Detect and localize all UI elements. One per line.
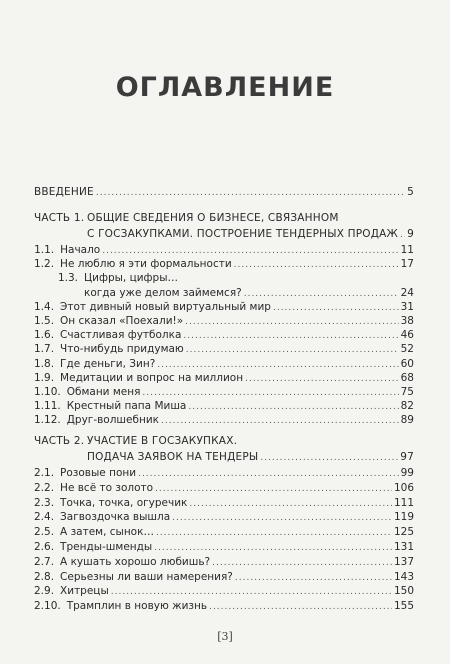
entry-page: 24 bbox=[400, 286, 414, 299]
entry-number: 2.9. bbox=[34, 585, 55, 598]
entry-title: Цифры, цифры… bbox=[84, 272, 178, 285]
toc-entry bbox=[34, 556, 414, 569]
entry-title: Он сказал «Поехали!» bbox=[60, 315, 184, 327]
toc-entry bbox=[34, 386, 414, 399]
entry-page: 155 bbox=[393, 600, 414, 613]
toc-entry bbox=[34, 343, 414, 356]
leader-dots bbox=[244, 288, 399, 301]
toc-entry-intro bbox=[34, 186, 414, 199]
toc-entry bbox=[34, 571, 414, 584]
entry-title: Загвоздочка вышла bbox=[60, 511, 171, 524]
entry-page: 131 bbox=[393, 541, 414, 553]
entry-page: 68 bbox=[400, 371, 414, 384]
leader-dots bbox=[138, 468, 399, 481]
entry-title: Трамплин в новую жизнь bbox=[66, 600, 208, 613]
entry-title: Розовые пони bbox=[60, 467, 137, 479]
page-title: ОГЛАВЛЕНИЕ bbox=[115, 72, 335, 103]
entry-number: 2.7. bbox=[34, 555, 55, 568]
leader-dots bbox=[183, 330, 398, 343]
entry-title: Начало bbox=[60, 244, 101, 256]
leader-dots bbox=[154, 542, 392, 555]
part-label: ЧАСТЬ 1. bbox=[34, 212, 85, 224]
leader-dots bbox=[161, 415, 399, 428]
toc-entry bbox=[34, 315, 414, 328]
leader-dots bbox=[156, 527, 392, 540]
part2-heading-line2 bbox=[87, 451, 414, 464]
entry-title: Хитрецы bbox=[60, 585, 109, 598]
entry-page: 82 bbox=[400, 400, 414, 413]
toc-entry bbox=[34, 497, 414, 510]
toc-entry bbox=[34, 329, 414, 342]
leader-dots bbox=[155, 483, 392, 496]
toc-entry bbox=[34, 511, 414, 524]
leader-dots bbox=[111, 586, 392, 599]
entry-title: Обмани меня bbox=[66, 386, 141, 398]
leader-dots bbox=[234, 259, 399, 272]
toc-entry bbox=[34, 414, 414, 427]
entry-number: 1.1. bbox=[34, 244, 55, 256]
part-title-line2: С ГОСЗАКУПКАМИ. ПОСТРОЕНИЕ ТЕНДЕРНЫХ ПРОДАЖ bbox=[87, 228, 399, 240]
entry-title: Крестный папа Миша bbox=[66, 400, 187, 413]
toc-entry bbox=[34, 244, 414, 257]
entry-page: 137 bbox=[393, 555, 414, 568]
leader-dots bbox=[209, 601, 392, 614]
entry-page: 60 bbox=[400, 357, 414, 370]
page-number: [3] bbox=[217, 630, 233, 643]
toc-entry bbox=[34, 600, 414, 613]
leader-dots bbox=[185, 316, 398, 329]
entry-number: 1.9. bbox=[34, 371, 55, 384]
toc-entry bbox=[34, 372, 414, 385]
part2-heading-line1 bbox=[34, 435, 414, 448]
part-label: ЧАСТЬ 2. bbox=[34, 435, 85, 447]
entry-title: Не люблю я эти формальности bbox=[60, 258, 232, 271]
entry-number: 2.5. bbox=[34, 526, 55, 539]
leader-dots bbox=[245, 373, 399, 386]
toc-entry bbox=[34, 467, 414, 480]
toc-entry bbox=[34, 358, 414, 371]
entry-page: 38 bbox=[400, 315, 414, 327]
leader-dots bbox=[188, 401, 398, 414]
entry-page: 125 bbox=[393, 526, 414, 539]
part1-heading-line2 bbox=[87, 228, 414, 241]
part-title-line1: ОБЩИЕ СВЕДЕНИЯ О БИЗНЕСЕ, СВЯЗАННОМ bbox=[87, 212, 339, 224]
toc-entry bbox=[34, 301, 414, 314]
entry-title: Медитации и вопрос на миллион bbox=[60, 371, 244, 384]
entry-number: 2.6. bbox=[34, 541, 55, 553]
toc-entry-continuation bbox=[84, 287, 414, 300]
entry-page: 106 bbox=[393, 481, 414, 494]
toc-entry bbox=[34, 585, 414, 598]
entry-page: 143 bbox=[393, 570, 414, 583]
entry-page: 119 bbox=[393, 511, 414, 524]
toc-entry bbox=[34, 541, 414, 554]
part-title-line2: ПОДАЧА ЗАЯВОК НА ТЕНДЕРЫ bbox=[87, 451, 259, 463]
entry-number: 1.4. bbox=[34, 300, 55, 313]
toc-entry bbox=[34, 400, 414, 413]
entry-page: 46 bbox=[400, 329, 414, 342]
entry-number: 1.11. bbox=[34, 400, 61, 413]
entry-title: Счастливая футболка bbox=[60, 329, 182, 342]
entry-page: 31 bbox=[400, 300, 414, 313]
entry-page: 52 bbox=[400, 343, 414, 356]
entry-number: 1.5. bbox=[34, 315, 55, 327]
leader-dots bbox=[400, 229, 405, 242]
part-title-line1: УЧАСТИЕ В ГОСЗАКУПКАХ. bbox=[87, 435, 238, 447]
leader-dots bbox=[102, 245, 398, 258]
entry-number: 1.12. bbox=[34, 414, 61, 427]
leader-dots bbox=[273, 302, 399, 315]
entry-title: Где деньги, Зин? bbox=[60, 357, 156, 370]
entry-number: 2.2. bbox=[34, 481, 55, 494]
entry-number: 1.6. bbox=[34, 329, 55, 342]
leader-dots bbox=[96, 187, 405, 200]
entry-page: 11 bbox=[400, 244, 414, 256]
toc-entry bbox=[34, 526, 414, 539]
entry-title: Тренды-шменды bbox=[60, 541, 153, 553]
entry-title: Друг-волшебник bbox=[66, 414, 160, 427]
entry-number: 2.10. bbox=[34, 600, 61, 613]
entry-title: Точка, точка, огуречик bbox=[60, 496, 188, 509]
leader-dots bbox=[260, 452, 398, 465]
leader-dots bbox=[186, 344, 399, 357]
part-page: 97 bbox=[400, 451, 414, 463]
entry-page: 89 bbox=[400, 414, 414, 427]
entry-page: 99 bbox=[400, 467, 414, 479]
entry-page: 17 bbox=[400, 258, 414, 271]
entry-number: 1.7. bbox=[34, 343, 55, 356]
entry-title-cont: когда уже делом займемся? bbox=[84, 286, 242, 299]
leader-dots bbox=[157, 359, 398, 372]
leader-dots bbox=[235, 572, 392, 585]
entry-page: 150 bbox=[393, 585, 414, 598]
entry-label: ВВЕДЕНИЕ bbox=[34, 186, 94, 198]
entry-title: Серьезны ли ваши намерения? bbox=[60, 570, 233, 583]
entry-page: 75 bbox=[400, 386, 414, 398]
toc-entry bbox=[34, 272, 414, 285]
entry-number: 1.3. bbox=[57, 272, 78, 285]
leader-dots bbox=[189, 498, 392, 511]
entry-page: 5 bbox=[407, 186, 414, 198]
entry-title: Что-нибудь придумаю bbox=[60, 343, 184, 356]
entry-title: А затем, сынок… bbox=[60, 526, 154, 539]
entry-title: А кушать хорошо любишь? bbox=[60, 555, 211, 568]
leader-dots bbox=[212, 557, 392, 570]
toc-entry bbox=[34, 482, 414, 495]
entry-number: 1.8. bbox=[34, 357, 55, 370]
entry-number: 2.3. bbox=[34, 496, 55, 509]
entry-title: Этот дивный новый виртуальный мир bbox=[60, 300, 271, 313]
entry-number: 1.10. bbox=[34, 386, 61, 398]
entry-number: 2.1. bbox=[34, 467, 55, 479]
entry-number: 2.8. bbox=[34, 570, 55, 583]
part1-heading-line1 bbox=[34, 212, 414, 225]
entry-title: Не всё то золото bbox=[60, 481, 154, 494]
toc-entry bbox=[34, 258, 414, 271]
entry-number: 2.4. bbox=[34, 511, 55, 524]
leader-dots bbox=[142, 387, 398, 400]
entry-number: 1.2. bbox=[34, 258, 55, 271]
leader-dots bbox=[172, 512, 392, 525]
entry-page: 111 bbox=[393, 496, 414, 509]
part-page: 9 bbox=[407, 228, 414, 240]
